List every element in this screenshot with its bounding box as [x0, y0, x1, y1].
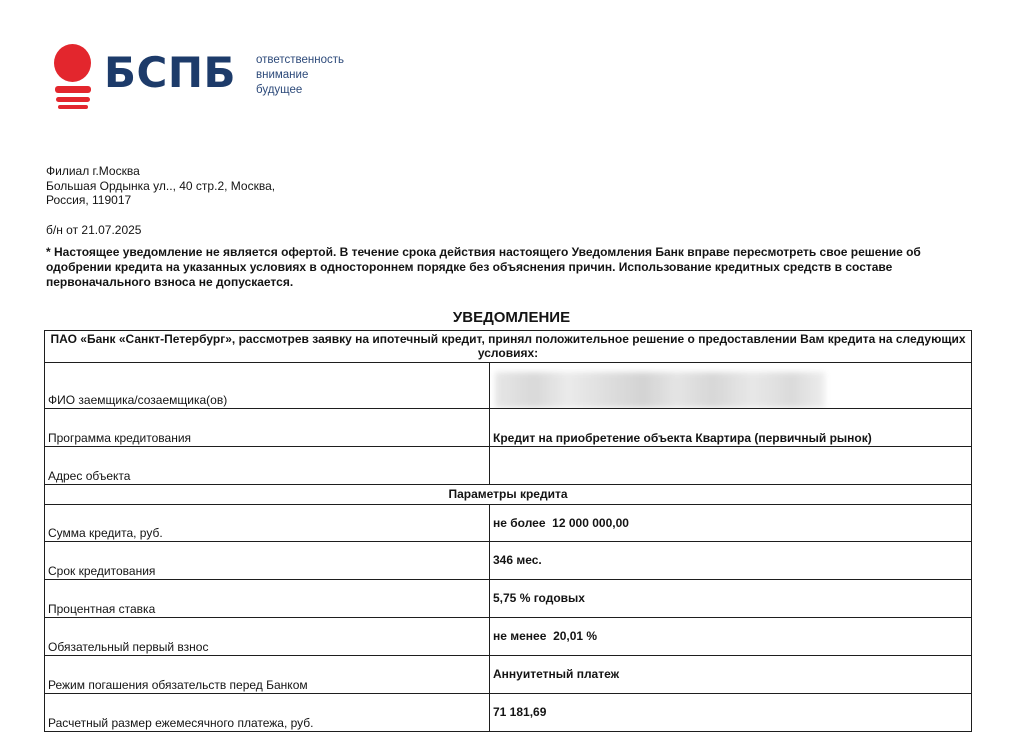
table-row — [45, 580, 972, 618]
row-label: Программа кредитования — [45, 409, 490, 447]
row-value: Кредит на приобретение объекта Квартира (первичный рынок) — [490, 409, 972, 447]
tagline-line: внимание — [256, 69, 309, 81]
row-value — [490, 447, 972, 485]
branch-country-zip: Россия, 119017 — [46, 193, 132, 207]
row-value: Аннуитетный платеж — [490, 656, 972, 694]
row-label: Расчетный размер ежемесячного платежа, руб. — [45, 694, 490, 732]
branch-address — [46, 164, 275, 208]
brand-logo-text: БСПБ — [104, 48, 236, 97]
logo-ball-shape — [54, 44, 91, 82]
logo-stripe — [56, 97, 90, 102]
row-value: не менее 20,01 % — [490, 618, 972, 656]
row-value: 71 181,69 — [490, 694, 972, 732]
table-row — [45, 694, 972, 732]
logo-stripe — [58, 105, 88, 109]
tagline-line: будущее — [256, 84, 303, 96]
row-value: 5,75 % годовых — [490, 580, 972, 618]
table-row — [45, 618, 972, 656]
table-row — [45, 409, 972, 447]
table-row — [45, 505, 972, 542]
brand-tagline — [256, 53, 344, 98]
branch-street: Большая Ордынка ул.., 40 стр.2, Москва, — [46, 178, 276, 193]
loan-terms-table — [44, 330, 972, 732]
row-label: Режим погашения обязательств перед Банком — [45, 656, 490, 694]
row-label: Процентная ставка — [45, 580, 490, 618]
disclaimer-text: * Настоящее уведомление не является офертой. В течение срока действия настоящего Уведомления Банк вправе пересмотреть свое решение об одобрении кредита на указанных условиях в одностороннем порядке без объяснения причин. Использование кредитных средств в составе первоначального взноса не допускается. — [46, 245, 921, 289]
logo-stripe — [55, 86, 91, 93]
row-value: не более 12 000 000,00 — [490, 505, 972, 542]
table-section-row — [45, 485, 972, 505]
table-row — [45, 656, 972, 694]
table-intro-row — [45, 331, 972, 363]
table-row — [45, 363, 972, 409]
logo-mark — [53, 44, 93, 110]
document-number-date: б/н от 21.07.2025 — [46, 223, 142, 237]
table-intro-text: ПАО «Банк «Санкт-Петербург», рассмотрев заявку на ипотечный кредит, принял положительное решение о предоставлении Вам кредита на следующих условиях: — [45, 331, 972, 363]
table-row — [45, 447, 972, 485]
redacted-blur — [495, 372, 825, 408]
row-label: Сумма кредита, руб. — [45, 505, 490, 542]
row-value: 346 мес. — [490, 542, 972, 580]
row-label: Адрес объекта — [45, 447, 490, 485]
row-label: Обязательный первый взнос — [45, 618, 490, 656]
section-title: Параметры кредита — [45, 485, 972, 505]
table-row — [45, 542, 972, 580]
borrower-name-redacted — [490, 363, 972, 409]
row-label: Срок кредитования — [45, 542, 490, 580]
row-label: ФИО заемщика/созаемщика(ов) — [45, 363, 490, 409]
branch-name: Филиал г.Москва — [46, 164, 140, 178]
tagline-line: ответственность — [256, 54, 345, 66]
document-title: УВЕДОМЛЕНИЕ — [452, 309, 571, 326]
